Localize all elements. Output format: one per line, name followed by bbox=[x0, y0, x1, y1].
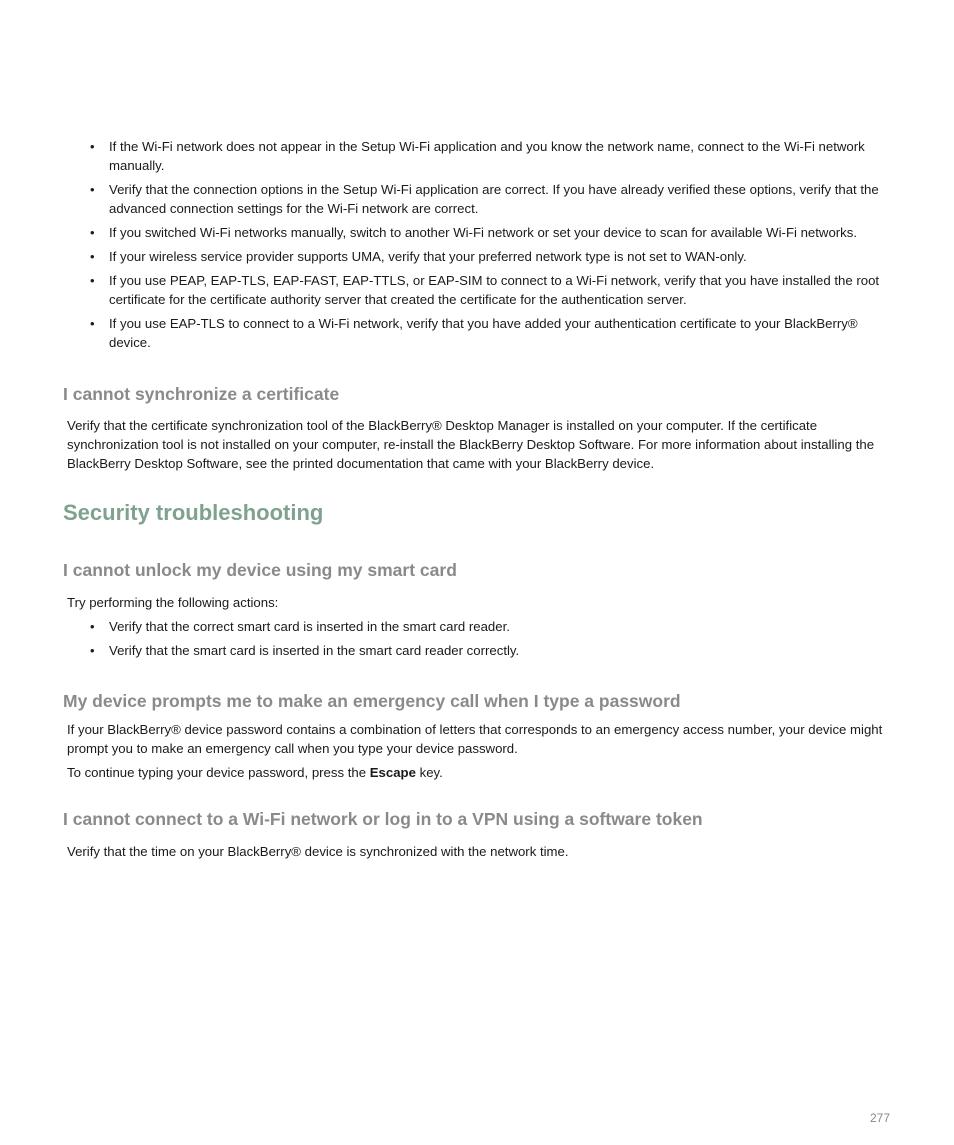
sync-certificate-heading: I cannot synchronize a certificate bbox=[63, 384, 340, 404]
list-item: • If you use PEAP, EAP-TLS, EAP-FAST, EAP-TTLS, or EAP-SIM to connect to a Wi-Fi network, verify that you have installed the root certificate for the certificate authority server that created the certificate for the authentication server. bbox=[63, 271, 895, 309]
security-troubleshooting-heading: Security troubleshooting bbox=[63, 500, 324, 525]
escape-key-label: Escape bbox=[369, 765, 416, 780]
list-item: • If you switched Wi-Fi networks manually, switch to another Wi-Fi network or set your device to scan for available Wi-Fi networks. bbox=[63, 223, 895, 242]
emergency-continue-text bbox=[67, 763, 897, 782]
vpn-software-token-body: Verify that the time on your BlackBerry® device is synchronized with the network time. bbox=[67, 844, 569, 859]
list-item: • If your wireless service provider supports UMA, verify that your preferred network type is not set to WAN-only. bbox=[63, 247, 895, 266]
smart-card-intro: Try performing the following actions: bbox=[67, 595, 279, 610]
wifi-troubleshooting-list bbox=[63, 137, 895, 357]
list-item: • If you use EAP-TLS to connect to a Wi-Fi network, verify that you have added your authentication certificate to your BlackBerry® device. bbox=[63, 314, 895, 352]
page-number: 277 bbox=[869, 1111, 890, 1125]
sync-certificate-body: Verify that the certificate synchronization tool of the BlackBerry® Desktop Manager is installed on your computer. If the certificate synchronization tool is not installed on your computer, re-install the BlackBerry Desktop Software. For more information about installing the BlackBerry Desktop Software, see the printed documentation that came with your BlackBerry device. bbox=[67, 418, 875, 471]
list-item: • Verify that the smart card is inserted in the smart card reader correctly. bbox=[63, 641, 895, 660]
emergency-call-heading: My device prompts me to make an emergency call when I type a password bbox=[63, 691, 681, 711]
list-item: • Verify that the connection options in the Setup Wi-Fi application are correct. If you have already verified these options, verify that the advanced connection settings for the Wi-Fi network are correct. bbox=[63, 180, 895, 218]
vpn-software-token-heading: I cannot connect to a Wi-Fi network or log in to a VPN using a software token bbox=[63, 809, 703, 829]
list-item: • If the Wi-Fi network does not appear in the Setup Wi-Fi application and you know the network name, connect to the Wi-Fi network manually. bbox=[63, 137, 895, 175]
emergency-call-body: If your BlackBerry® device password contains a combination of letters that corresponds to an emergency access number, your device might prompt you to make an emergency call when you type your device password. bbox=[67, 722, 883, 756]
continue-suffix: key. bbox=[415, 765, 443, 780]
smart-card-actions-list bbox=[63, 617, 895, 665]
continue-prefix: To continue typing your device password, press the bbox=[67, 765, 370, 780]
smart-card-heading: I cannot unlock my device using my smart card bbox=[63, 560, 457, 580]
list-item: • Verify that the correct smart card is inserted in the smart card reader. bbox=[63, 617, 895, 636]
